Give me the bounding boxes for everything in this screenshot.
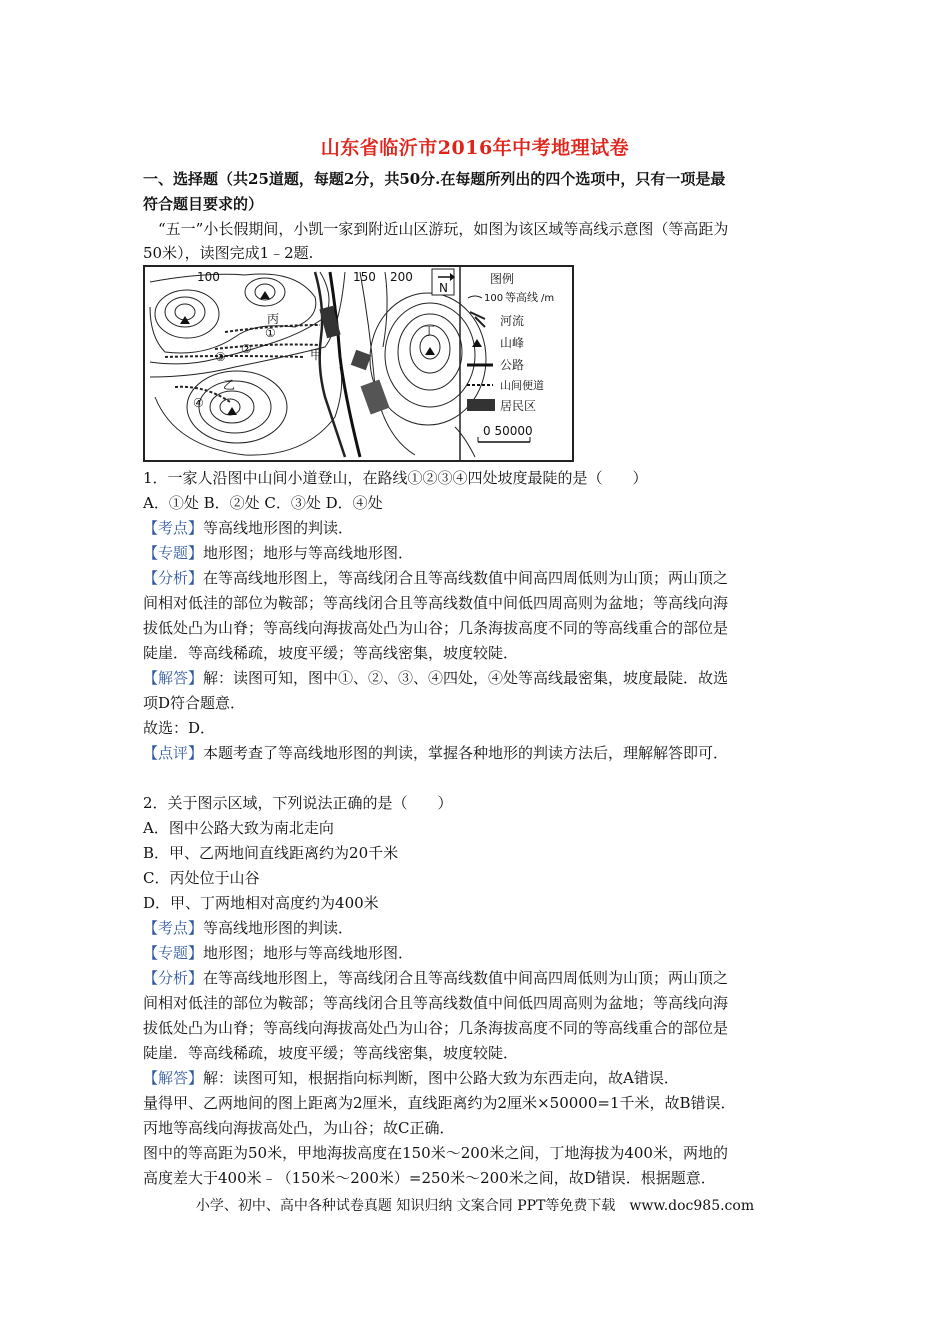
page-footer: 小学、初中、高中各种试卷真题 知识归纳 文案合同 PPT等免费下载 www.doc985.com: [195, 1198, 755, 1214]
q2-jieda-line3: 丙地等高线向海拔高处凸，为山谷；故C正确．: [143, 1119, 455, 1137]
legend-road: 公路: [500, 358, 525, 372]
q2-jieda-text1: 解：读图可知，根据指向标判断，图中公路大致为东西走向，故A错误．: [203, 1069, 679, 1087]
q2-option-b: B．甲、乙两地间直线距离约为20千米: [143, 844, 399, 862]
q2-zhuanti-text: 地形图；地形与等高线地形图．: [203, 944, 414, 962]
route-point-3: ③: [215, 350, 226, 364]
q2-jieda-tag: 【解答】: [143, 1069, 204, 1087]
intro-line1: “五一”小长假期间，小凯一家到附近山区游玩，如图为该区域等高线示意图（等高距为: [158, 220, 729, 238]
q2-jieda-line2: 量得甲、乙两地间的图上距离为2厘米，直线距离约为2厘米×50000=1千米，故B错误．: [143, 1094, 736, 1112]
legend-contour: 等高线: [505, 291, 538, 304]
q2-fenxi-tag: 【分析】: [143, 969, 204, 987]
legend-title: 图例: [490, 272, 515, 286]
q1-jieda-line1: [143, 666, 823, 691]
contour-label-100: 100: [197, 270, 220, 284]
q2-option-a: A．图中公路大致为南北走向: [143, 819, 334, 837]
q1-jieda-tag: 【解答】: [143, 669, 204, 687]
q1-fenxi-line3: 拔低处凸为山脊；等高线向海拔高处凸为山谷；几条海拔高度不同的等高线重合的部位是: [143, 619, 729, 637]
q2-fenxi-line1: [143, 966, 823, 991]
section-heading-line2: 符合题目要求的）: [143, 195, 264, 213]
q2-jieda-line4: 图中的等高距为50米，甲地海拔高度在150米～200米之间，丁地海拔为400米，两地的: [143, 1144, 728, 1162]
legend-trail: 山间便道: [500, 379, 544, 392]
q2-jieda-line1: [143, 1066, 823, 1091]
q2-jieda-line5: 高度差大于400米﹣（150米～200米）=250米～200米之间，故D错误．根据题意．: [143, 1169, 716, 1187]
q1-dianping-tag: 【点评】: [143, 744, 204, 762]
q1-stem: 1．一家人沿图中山间小道登山，在路线①②③④四处坡度最陡的是（ ）: [143, 469, 648, 487]
legend-residential: 居民区: [500, 399, 537, 413]
q1-zhuanti-tag: 【专题】: [143, 544, 204, 562]
north-label: N: [439, 281, 448, 295]
contour-label-200: 200: [390, 270, 413, 284]
q1-fenxi-line4: 陡崖．等高线稀疏，坡度平缓；等高线密集，坡度较陡．: [143, 644, 519, 662]
place-label-ding: 丁: [423, 324, 436, 338]
q1-jieda-text1: 解：读图可知，图中①、②、③、④四处，④处等高线最密集，坡度最陡．故选: [203, 669, 729, 687]
q1-zhuanti-text: 地形图；地形与等高线地形图．: [203, 544, 414, 562]
legend-scale: 0 50000: [483, 424, 533, 438]
q1-zhuanti: [143, 541, 823, 566]
q1-kaodian-tag: 【考点】: [143, 519, 204, 537]
q2-fenxi-text1: 在等高线地形图上，等高线闭合且等高线数值中间高四周低则为山顶；两山顶之: [203, 969, 729, 987]
contour-map-figure: [143, 265, 574, 462]
place-label-jia: 甲: [310, 348, 323, 362]
q1-kaodian: [143, 516, 823, 541]
q1-options: A．①处 B．②处 C．③处 D．④处: [143, 494, 383, 512]
q1-fenxi-text1: 在等高线地形图上，等高线闭合且等高线数值中间高四周低则为山顶；两山顶之: [203, 569, 729, 587]
q1-fenxi-line2: 间相对低洼的部位为鞍部；等高线闭合且等高线数值中间低四周高则为盆地；等高线向海: [143, 594, 729, 612]
place-label-yi: 乙: [223, 378, 236, 392]
document-title: 山东省临沂市2016年中考地理试卷: [320, 137, 630, 159]
route-point-1: ①: [265, 326, 276, 340]
q2-zhuanti: [143, 941, 823, 966]
q1-dianping: [143, 741, 823, 766]
q1-fenxi-tag: 【分析】: [143, 569, 204, 587]
q1-answer: 故选：D．: [143, 719, 216, 737]
contour-map-svg: [145, 267, 572, 460]
q1-kaodian-text: 等高线地形图的判读．: [203, 519, 354, 537]
q1-jieda-line2: 项D符合题意．: [143, 694, 246, 712]
q2-option-d: D．甲、丁两地相对高度约为400米: [143, 894, 379, 912]
q2-kaodian-text: 等高线地形图的判读．: [203, 919, 354, 937]
q2-fenxi-line2: 间相对低洼的部位为鞍部；等高线闭合且等高线数值中间低四周高则为盆地；等高线向海: [143, 994, 729, 1012]
section-heading-line1: 一、选择题（共25道题，每题2分，共50分.在每题所列出的四个选项中，只有一项是最: [143, 170, 726, 188]
q1-dianping-text: 本题考查了等高线地形图的判读，掌握各种地形的判读方法后，理解解答即可．: [203, 744, 729, 762]
route-point-4: ④: [193, 396, 204, 410]
q2-fenxi-line4: 陡崖．等高线稀疏，坡度平缓；等高线密集，坡度较陡．: [143, 1044, 519, 1062]
q2-kaodian-tag: 【考点】: [143, 919, 204, 937]
q2-stem: 2．关于图示区域，下列说法正确的是（ ）: [143, 794, 453, 812]
place-label-bing: 丙: [267, 312, 280, 326]
intro-line2: 50米），读图完成1﹣2题.: [143, 244, 314, 262]
legend-contour-value: 100: [484, 293, 504, 304]
q1-fenxi-line1: [143, 566, 823, 591]
legend-river: 河流: [500, 314, 525, 328]
q2-option-c: C．丙处位于山谷: [143, 869, 260, 887]
legend-contour-unit: /m: [541, 293, 555, 304]
legend-peak: 山峰: [500, 336, 525, 350]
q2-zhuanti-tag: 【专题】: [143, 944, 204, 962]
q2-kaodian: [143, 916, 823, 941]
q2-fenxi-line3: 拔低处凸为山脊；等高线向海拔高处凸为山谷；几条海拔高度不同的等高线重合的部位是: [143, 1019, 729, 1037]
contour-label-150: 150: [353, 270, 376, 284]
route-point-2: ②: [241, 342, 252, 356]
